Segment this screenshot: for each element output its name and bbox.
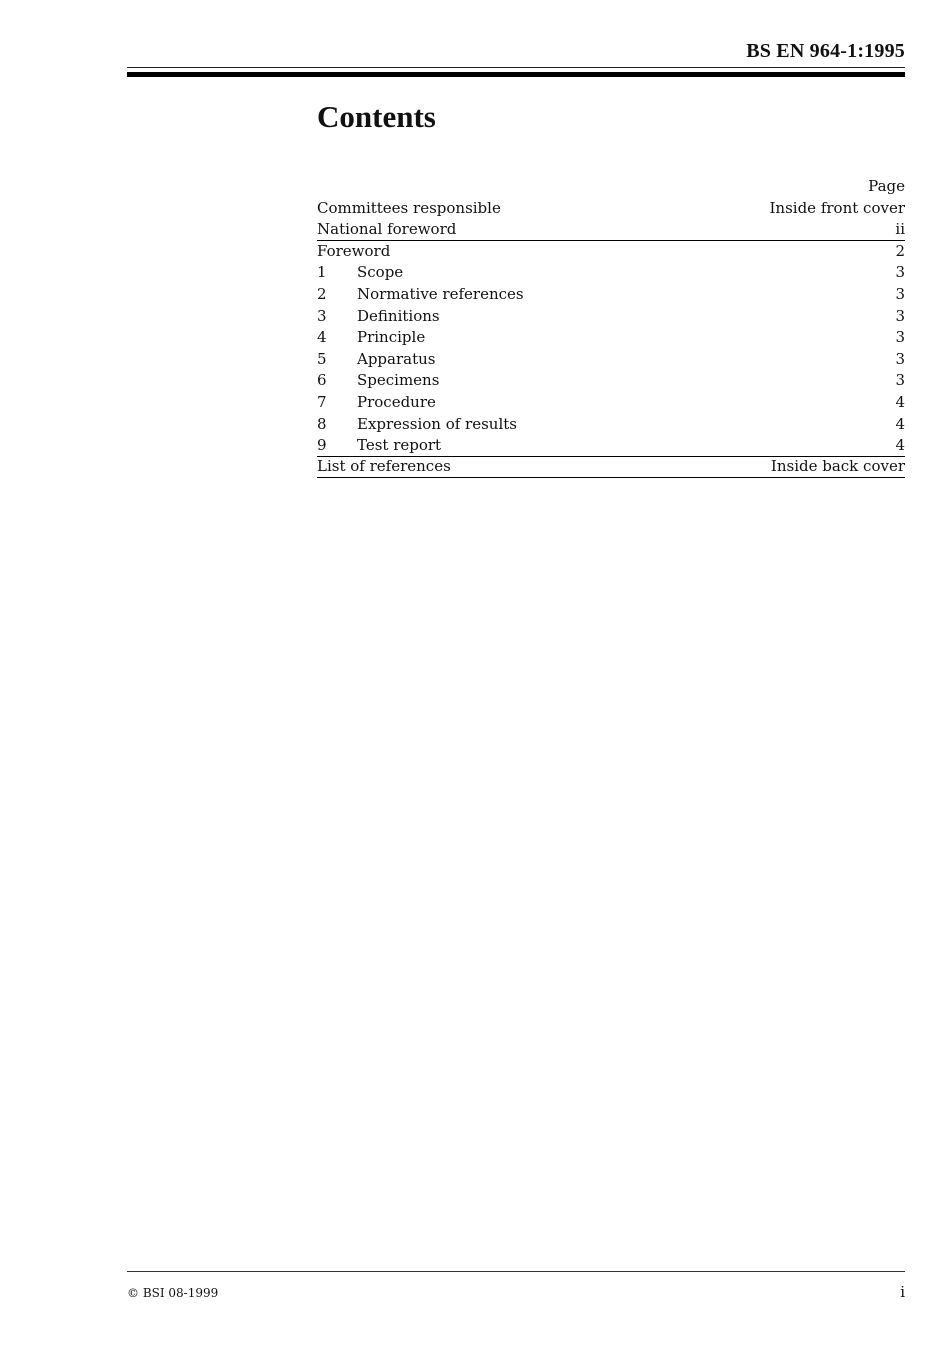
toc-entry[interactable] (317, 198, 905, 220)
toc-entry-label: Procedure (357, 392, 436, 411)
toc-entry-number: 7 (317, 392, 327, 411)
toc-entry-number: 3 (317, 306, 327, 325)
toc-entry-label: National foreword (317, 219, 457, 238)
toc-entry-page: 4 (895, 435, 905, 454)
toc-entry-page: Inside front cover (769, 198, 905, 217)
toc-entry[interactable] (317, 284, 905, 306)
toc-entry[interactable] (317, 306, 905, 328)
toc-header-row (317, 176, 905, 198)
toc-entry-label: Normative references (357, 284, 524, 303)
toc-entry-page: Inside back cover (770, 457, 905, 476)
toc-entry-label: Foreword (317, 241, 391, 260)
toc-entry-label: List of references (317, 457, 451, 476)
page-title: Contents (317, 99, 436, 134)
toc-entry-page: ii (895, 219, 905, 238)
toc-entry-label: Principle (357, 328, 426, 347)
footer-rule (127, 1271, 905, 1272)
toc-entry[interactable] (317, 241, 905, 263)
toc-entry-label: Definitions (357, 306, 440, 325)
header-rule-thick (127, 72, 905, 77)
toc-entry-number: 8 (317, 414, 327, 433)
document-code: BS EN 964-1:1995 (746, 40, 905, 62)
toc-entry-label: Expression of results (357, 414, 517, 433)
toc-entry-page: 3 (895, 328, 905, 347)
toc-entry-label: Test report (357, 435, 442, 454)
toc-entry[interactable] (317, 370, 905, 392)
footer-page-number: i (900, 1283, 905, 1301)
toc-entry[interactable] (317, 262, 905, 284)
footer-copyright: © BSI 08-1999 (127, 1286, 219, 1300)
toc-entry[interactable] (317, 414, 905, 436)
toc-entry[interactable] (317, 457, 905, 479)
toc-entry-number: 1 (317, 263, 327, 282)
toc-entry-number: 5 (317, 349, 327, 368)
toc-entry[interactable] (317, 349, 905, 371)
toc-entry-label: Apparatus (357, 349, 436, 368)
toc-entry-number: 6 (317, 371, 327, 390)
toc-entry-number: 4 (317, 328, 327, 347)
toc-page-heading: Page (868, 177, 905, 195)
toc-entry[interactable] (317, 219, 905, 241)
toc-entry-page: 4 (895, 392, 905, 411)
toc-entry-label: Scope (357, 263, 404, 282)
toc-entry-label: Specimens (357, 371, 440, 390)
toc-entry-page: 3 (895, 284, 905, 303)
toc-entry-page: 3 (895, 263, 905, 282)
toc-entry[interactable] (317, 392, 905, 414)
table-of-contents (317, 176, 905, 478)
toc-entry-number: 9 (317, 435, 327, 454)
toc-entry-label: Committees responsible (317, 198, 501, 217)
toc-entry-page: 3 (895, 349, 905, 368)
header-rule-thin (127, 67, 905, 68)
toc-entry-page: 4 (895, 414, 905, 433)
toc-entry-page: 3 (895, 371, 905, 390)
toc-entry[interactable] (317, 435, 905, 457)
toc-entry-page: 3 (895, 306, 905, 325)
toc-entry-page: 2 (895, 241, 905, 260)
toc-entry-number: 2 (317, 284, 327, 303)
toc-entry[interactable] (317, 327, 905, 349)
